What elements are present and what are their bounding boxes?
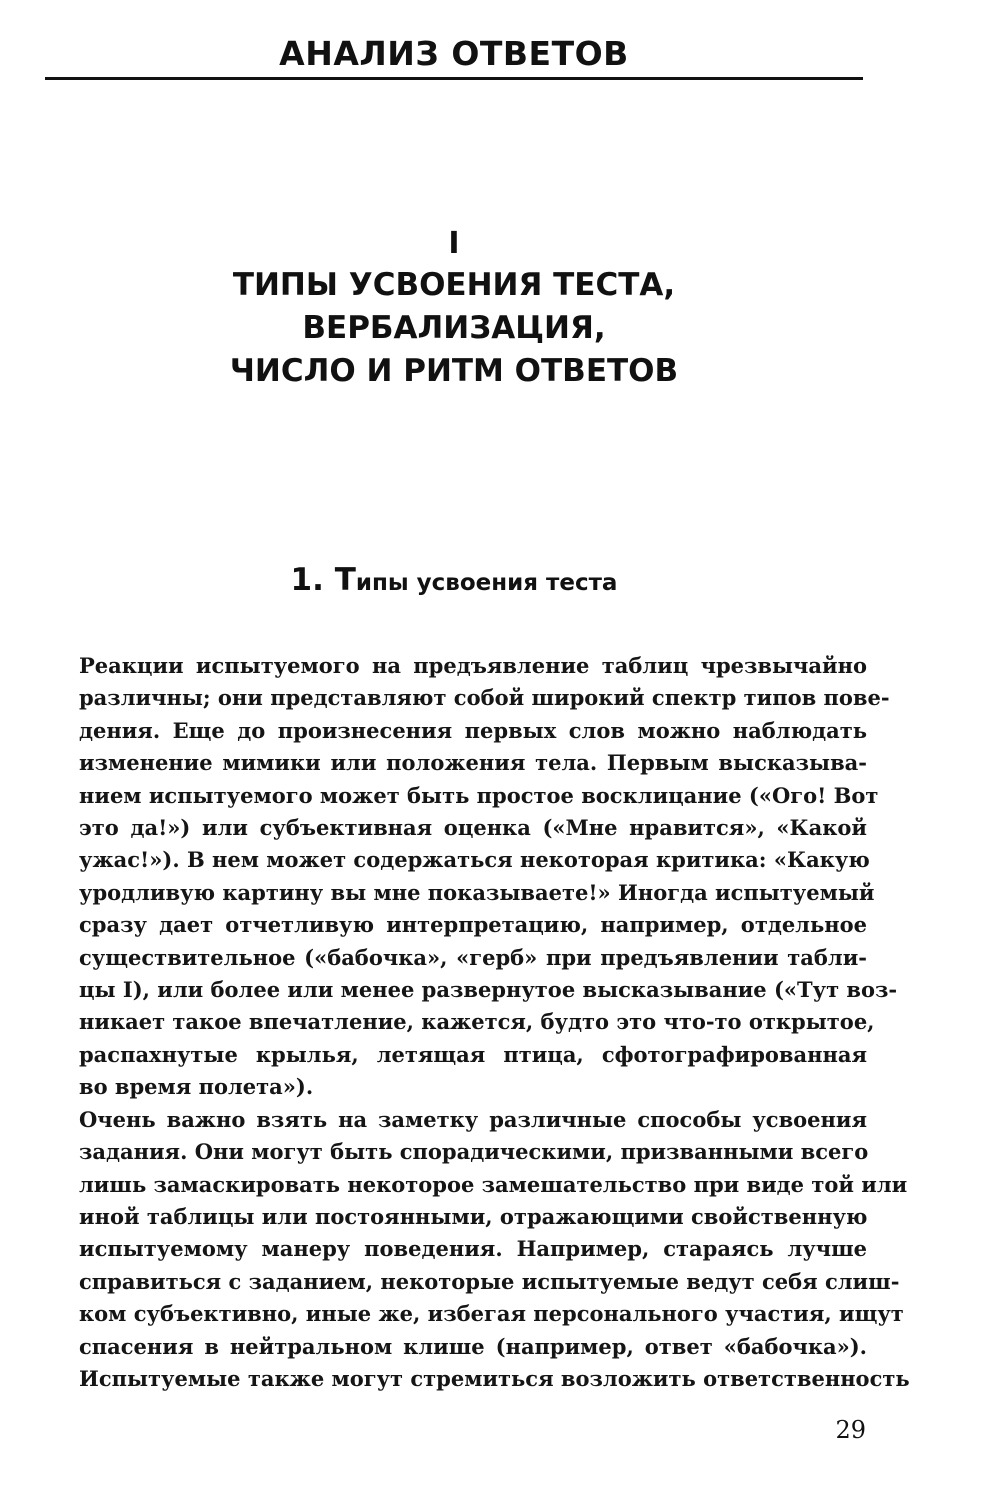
text-line: ком субъективно, иные же, избегая персонального участия, ищут [79, 1301, 904, 1327]
text-line: Испытуемые также могут стремиться возложить ответственность [79, 1365, 910, 1391]
text-line: испытуемому манеру поведения. Например, стараясь лучше [79, 1236, 867, 1262]
text-line: ужас!»). В нем может содержаться некоторая критика: «Какую [79, 847, 870, 873]
part-numeral: I [448, 226, 460, 261]
text-line: существительное («бабочка», «герб» при предъявлении табли- [79, 944, 867, 970]
text-line: никает такое впечатление, кажется, будто это что-то открытое, [79, 1009, 875, 1035]
text-line: лишь замаскировать некоторое замешательство при виде той или [79, 1171, 908, 1197]
text-line: спасения в нейтральном клише (например, ответ «бабочка»). [79, 1333, 867, 1359]
paragraph [45, 650, 898, 1104]
page-number: 29 [835, 1416, 866, 1444]
text-line: сразу дает отчетливую интерпретацию, например, отдельное [79, 912, 867, 938]
text-line: Реакции испытуемого на предъявление таблиц чрезвычайно [79, 653, 867, 678]
section-number: 1. [290, 562, 324, 598]
section-heading [45, 560, 863, 603]
text-line: цы I), или более или менее развернутое высказывание («Тут воз- [79, 977, 898, 1003]
text-line: во время полета»). [79, 1074, 314, 1100]
body-text [45, 650, 910, 1395]
text-line: задания. Они могут быть спорадическими, призванными всего [79, 1139, 869, 1165]
text-line: Очень важно взять на заметку различные способы усвоения [79, 1106, 867, 1132]
section-title-initial: Т [334, 562, 356, 598]
header-rule [45, 77, 863, 80]
text-line: различны; они представляют собой широкий спектр типов пове- [79, 685, 890, 711]
text-line: это да!») или субъективная оценка («Мне нравится», «Какой [79, 815, 867, 841]
text-line: дения. Еще до произнесения первых слов можно наблюдать [79, 717, 867, 743]
part-heading [45, 224, 863, 393]
text-line: распахнутые крылья, летящая птица, сфотографированная [79, 1041, 867, 1067]
section-title-rest: ипы усвоения теста [355, 570, 618, 596]
part-title-line: ЧИСЛО И РИТМ ОТВЕТОВ [229, 353, 679, 389]
text-line: изменение мимики или положения тела. Первым высказыва- [79, 750, 867, 776]
part-title-line: ТИПЫ УСВОЕНИЯ ТЕСТА, [232, 267, 676, 303]
running-head: АНАЛИЗ ОТВЕТОВ [279, 34, 629, 73]
paragraph [45, 1104, 910, 1396]
text-line: справиться с заданием, некоторые испытуемые ведут себя слиш- [79, 1268, 900, 1294]
text-line: иной таблицы или постоянными, отражающими свойственную [79, 1203, 868, 1229]
part-title-line: ВЕРБАЛИЗАЦИЯ, [302, 310, 606, 346]
text-line: нием испытуемого может быть простое восклицание («Ого! Вот [79, 782, 879, 808]
text-line: уродливую картину вы мне показываете!» Иногда испытуемый [79, 879, 875, 905]
